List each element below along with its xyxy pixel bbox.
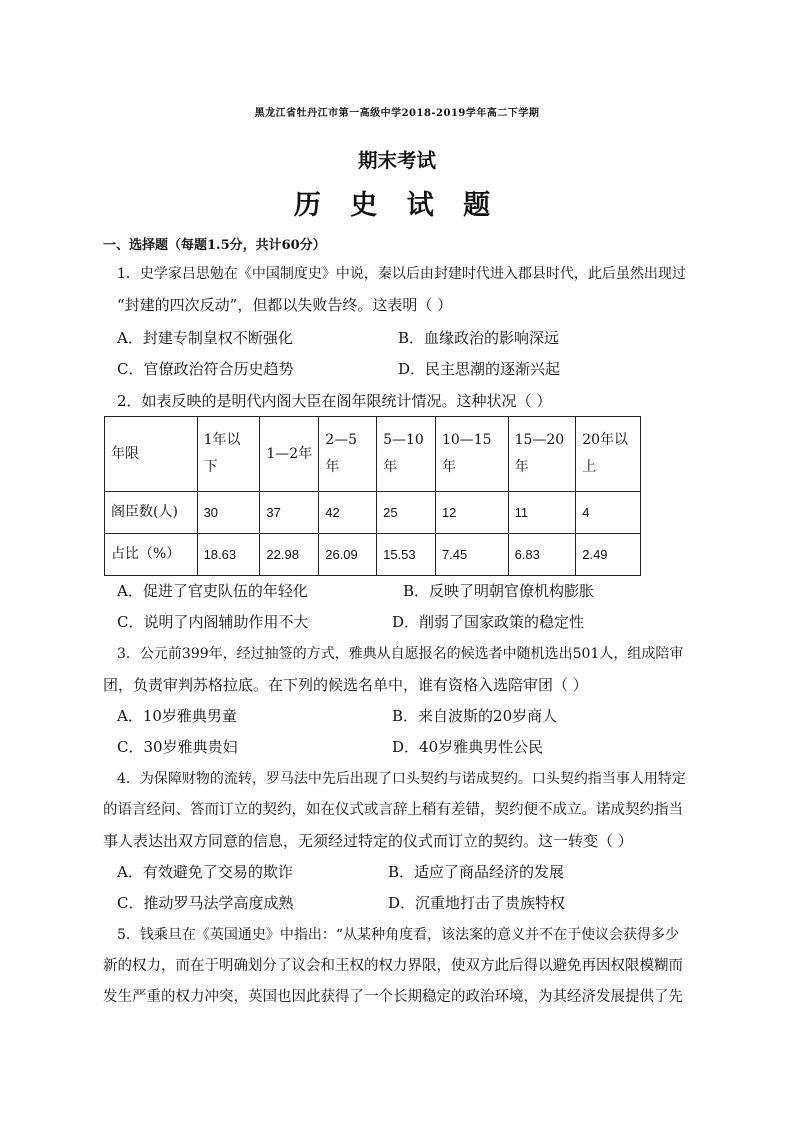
- table-header-cell: 1年以下: [197, 417, 260, 492]
- table-cell: 6.83: [508, 534, 576, 576]
- q4-stem-line1: 4．为保障财物的流转，罗马法中先后出现了口头契约与诺成契约。口头契约指当事人用特定: [117, 771, 686, 787]
- table-header-cell: 10—15年: [435, 417, 508, 492]
- q5-stem-line1: 5．钱乘旦在《英国通史》中指出：“从某种角度看，该法案的意义并不在于使议会获得多少: [117, 927, 680, 943]
- table-cell: 30: [197, 492, 260, 534]
- q1-option-c: C．官僚政治符合历史趋势: [117, 360, 294, 378]
- q4-stem-line2: 的语言经问、答而订立的契约，如在仪式或言辞上稍有差错，契约便不成立。诺成契约指当: [103, 802, 683, 818]
- q3-option-d: D．40岁雅典男性公民: [392, 738, 544, 756]
- q3-stem-line1: 3．公元前399年，经过抽签的方式，雅典从自愿报名的候选者中随机选出501人，组成陪审: [117, 646, 684, 662]
- table-cell: 2.49: [576, 534, 641, 576]
- q3-option-b: B．来自波斯的20岁商人: [392, 707, 558, 725]
- table-cell: 11: [508, 492, 576, 534]
- table-row: [105, 492, 641, 534]
- table-header-cell: 年限: [105, 417, 198, 492]
- q3-option-a: A．10岁雅典男童: [117, 707, 237, 725]
- q1-stem-line2: “封建的四次反动”，但都以失败告终。这表明（ ）: [117, 296, 453, 314]
- table-cell: 7.45: [435, 534, 508, 576]
- q2-option-d: D．削弱了国家政策的稳定性: [392, 613, 585, 631]
- q4-option-b: B．适应了商品经济的发展: [388, 863, 565, 881]
- q1-option-d: D．民主思潮的逐渐兴起: [398, 360, 561, 378]
- q3-option-c: C．30岁雅典贵妇: [117, 738, 238, 756]
- q2-stem: 2．如表反映的是明代内阁大臣在阁年限统计情况。这种状况（ ）: [117, 392, 552, 410]
- q4-stem-line3: 事人表达出双方同意的信息，无须经过特定的仪式而订立的契约。这一转变（ ）: [103, 832, 633, 850]
- q5-stem-line3: 发生严重的权力冲突，英国也因此获得了一个长期稳定的政治环境，为其经济发展提供了先: [103, 989, 683, 1005]
- subject-title: 历 史 试 题: [293, 190, 501, 221]
- q4-option-a: A．有效避免了交易的欺诈: [117, 863, 293, 881]
- exam-title-line1: 黑龙江省牡丹江市第一高级中学2018-2019学年高二下学期: [254, 108, 540, 119]
- table-header-cell: 1—2年: [260, 417, 319, 492]
- table-cell: 25: [377, 492, 436, 534]
- table-cell: 42: [319, 492, 377, 534]
- section-heading: 一、选择题（每题1.5分，共计60分）: [103, 238, 326, 253]
- q2-table: [104, 416, 641, 576]
- q4-option-c: C．推动罗马法学高度成熟: [117, 894, 294, 912]
- q4-option-d: D．沉重地打击了贵族特权: [388, 894, 566, 912]
- table-cell: 阁臣数(人): [105, 492, 198, 534]
- q2-option-a: A．促进了官吏队伍的年轻化: [117, 582, 308, 600]
- q2-option-c: C．说明了内阁辅助作用不大: [117, 613, 309, 631]
- table-cell: 4: [576, 492, 641, 534]
- table-header-cell: 5—10年: [377, 417, 436, 492]
- table-cell: 37: [260, 492, 319, 534]
- table-cell: 26.09: [319, 534, 377, 576]
- table-header-cell: 15—20年: [508, 417, 576, 492]
- table-cell: 占比（%）: [105, 534, 198, 576]
- table-header-cell: 20年以上: [576, 417, 641, 492]
- exam-title-line2: 期末考试: [357, 149, 436, 172]
- q1-stem-line1: 1．史学家吕思勉在《中国制度史》中说，秦以后由封建时代进入郡县时代，此后虽然出现过: [117, 266, 686, 282]
- table-cell: 12: [435, 492, 508, 534]
- table-cell: 22.98: [260, 534, 319, 576]
- q2-option-b: B．反映了明朝官僚机构膨胀: [403, 582, 595, 600]
- table-header-cell: 2—5年: [319, 417, 377, 492]
- table-row: [105, 534, 641, 576]
- table-header-row: [105, 417, 641, 492]
- table-cell: 18.63: [197, 534, 260, 576]
- q3-stem-line2: 团，负责审判苏格拉底。在下列的候选名单中，谁有资格入选陪审团（ ）: [103, 676, 588, 694]
- q1-option-a: A．封建专制皇权不断强化: [117, 329, 293, 347]
- q5-stem-line2: 新的权力，而在于明确划分了议会和王权的权力界限，使双方此后得以避免再因权限模糊而: [103, 958, 683, 974]
- q1-option-b: B．血缘政治的影响深远: [398, 329, 560, 347]
- table-cell: 15.53: [377, 534, 436, 576]
